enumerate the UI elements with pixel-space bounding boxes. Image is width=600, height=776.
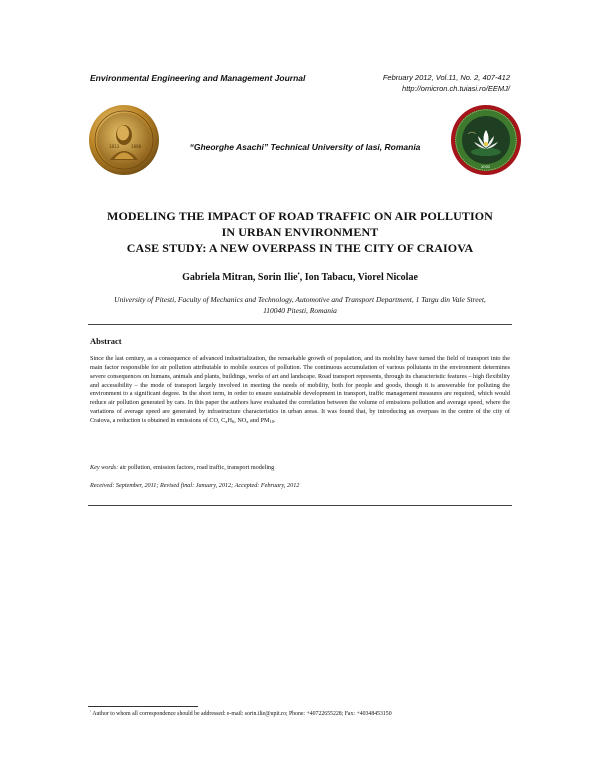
svg-text:1813: 1813 [109,144,120,149]
formula-text: and PM [248,416,270,424]
authors-part-1: Gabriela Mitran, Sorin Ilie [182,272,298,283]
journal-name: Environmental Engineering and Management Journal [90,73,306,83]
svg-text:1888: 1888 [131,144,142,149]
journal-url[interactable]: http://omicron.ch.tuiasi.ro/EEMJ/ [402,84,510,93]
footnote-mark: • [90,709,92,714]
title-line-3: CASE STUDY: A NEW OVERPASS IN THE CITY OF CRAIOVA [126,241,474,255]
university-name: “Gheorghe Asachi” Technical University of Iasi, Romania [189,142,421,152]
keywords-label: Key words: [90,464,119,471]
svg-text:2002: 2002 [481,165,491,169]
footnote-text: Author to whom all correspondence should be addressed: e-mail: sorin.ilie@upit.ro; Phone: +40722655228; Fax: +40348453150 [91,711,392,717]
footnote [90,711,510,717]
publication-dates: Received: September, 2011; Revised final: January, 2012; Accepted: February, 2012 [90,482,300,489]
formula-sub: x [246,418,249,424]
footnote-divider [88,706,198,707]
formula-sub: x [225,418,228,424]
abstract-body [90,355,510,426]
affiliation-line-2: 110040 Pitesti, Romania [263,306,337,315]
issue-info: February 2012, Vol.11, No. 2, 407-412 [382,73,510,82]
keywords-text: air pollution, emission factors, road traffic, transport modeling [118,464,275,471]
abstract-text: Since the last century, as a consequence of advanced industrialization, the remarkable growth of population, and its mobility have turned the field of transport into the main factor responsible for air pollution attributable to mobile sources of pollution. The continuous accumulation of various pollutants in the environment determines severe consequences on humans, animals and plants, buildings, works of art and landscape. Road transport represents, through its characteristic features – high flexibility and accessibility – the mode of transport largely involved in meeting the needs of mobility, both for people and goods, though it is answerable for polluting the environment to a significant degree. In the short term, in order to ensure sustainable development in transport, traffic management measures are required, which would reduce air pollution generated by cars. In this paper the authors have evaluated the correlation between the volume of emissions pollution and average speed, where the variations of average speed are generated by infrastructure characteristics in urban areas. It was found that, by introducing an overpass in the centre of the city of Craiova, a reduction is obtained in emissions of CO, C [90,355,510,424]
formula-text: . [273,416,276,424]
abstract-heading: Abstract [90,336,122,346]
formula-sub: 10 [269,418,274,424]
formula-text: , NO [234,416,247,424]
university-seal-icon [88,104,160,176]
authors-part-2: , Ion Tabacu, Viorel Nicolae [299,272,418,283]
paper-title [70,208,530,256]
divider-bottom [88,505,512,506]
formula-text: H [227,416,232,424]
affiliation [90,294,510,316]
journal-logo-icon [450,104,522,176]
title-line-1: MODELING THE IMPACT OF ROAD TRAFFIC ON AIR POLLUTION [107,209,493,223]
keywords [90,464,510,471]
affiliation-line-1: University of Pitesti, Faculty of Mechanics and Technology, Automotive and Transport Department, 1 Targu din Vale Street, [114,295,486,304]
title-line-2: IN URBAN ENVIRONMENT [221,225,379,239]
correspondence-mark: • [297,271,300,278]
authors [70,272,530,283]
divider-top [88,324,512,325]
formula-sub: 6 [231,418,235,424]
